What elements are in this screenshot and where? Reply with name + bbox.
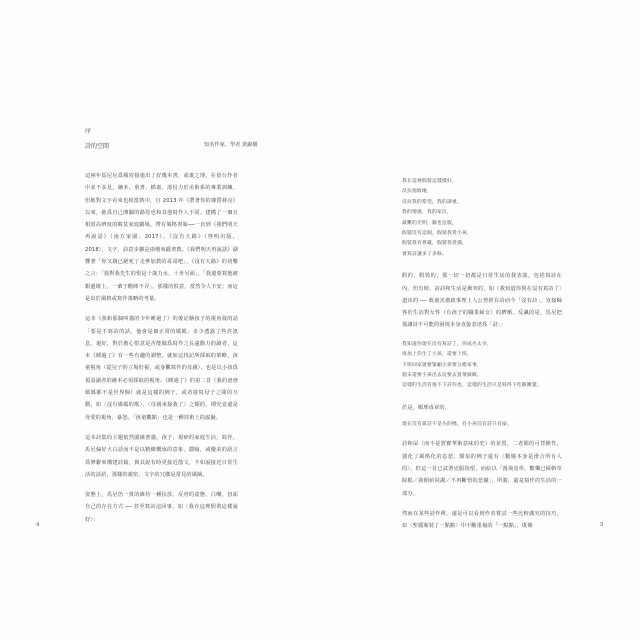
verse-line: 週末還要小孩出去玩要去買菜做飯。 bbox=[402, 372, 482, 378]
verse-line: 下班回家就要緊顧小孩要分擔家事， bbox=[402, 362, 482, 368]
right-page bbox=[320, 0, 640, 640]
page-number-right: 5 bbox=[600, 522, 604, 528]
verse-block-1 bbox=[402, 177, 562, 260]
verse-line: 假裝沒有這個，假裝我愛小孩， bbox=[402, 231, 472, 237]
right-paragraph-1: 假的，假裝的，那一切一切都是日常生活的我表演，包括寫詩在內。但有時，詩詩和生活是衝突的，如〈我知道你現在沒有寫詩了〉道出的 ── 救過害慮政事理上人公曾經有詩而今「沒有詩」，直接歸咎於生活對女性（有孩子的職業婦女）的擠壓。反諷的是，馬尼把那讓詩不可能的困境本身直接表述爲「詩」： bbox=[402, 273, 562, 329]
page-number-left: 4 bbox=[36, 522, 40, 528]
verse-line: 反抗我的希望，我的謬重， bbox=[402, 199, 462, 205]
verse-block-3 bbox=[402, 420, 562, 430]
left-body bbox=[85, 170, 238, 526]
verse-line: 我知道你現在沒有寫詩了，你成名太早， bbox=[402, 341, 492, 347]
byline: 知名作家、學者 黃錦樹 bbox=[204, 142, 258, 148]
right-paragraph-4: 然而在某些詩作裡，還是可以看到作者嘗試一些比較講究的技巧，如〈聖麗瓶裝了一點點〉中不斷重複的「一點點」，既像 bbox=[402, 510, 562, 530]
verse-line: 最難的光明，躍也征服， bbox=[402, 220, 457, 226]
verse-line: 現在沒有靠詩不是失的嗎，有小孩沒有詩只有屎。 bbox=[402, 422, 512, 428]
left-paragraph-3: 這本詩集的主題依然圍繞著貓，孩子、現碎的家庭生活，寫作。馬尼偏好大白話而不是以精緻概琢的意象、隱喻，或優美的語言爲修辭來構建詩篇，與其說有時更接近散文，不如說接近日常生活的話語，那樣的親密，文字的冗繳是常見的風險。 bbox=[85, 434, 238, 478]
verse-line: 會寫詩讓多了多餘。 bbox=[402, 251, 447, 257]
verse-line: 假裝我有尊嚴，假裝我愛貓， bbox=[402, 241, 467, 247]
right-paragraph-3: 詩和屎（而不是賈寶華術意味的史）的並置，二者間的可替換性，強化了風格化的恣怒，類似的例子還有〈數燒本身是滑合所有人的〉，但這一首已試著克服指恨，而給以「漫飛竟率，歡樂已綏斬草除根／我開始同謝／不再斷悟的悲鐘」，所謂，還是寫作的生活的一部分。 bbox=[402, 441, 562, 497]
left-paragraph-4: 姿態上，馬尼仍一貫的維持一種抗放、反骨的姿態，白嘲，扭面自己的存在方式 ── 甚至寫詩這回事，如〈我在這裡假裝這樣說好〉： bbox=[85, 492, 238, 523]
left-paragraph-2: 這本《我和那個叫貓的少年睡過了》的後記稱孩子的視角敘的話「要是不寫詩的話，他會是個正常的媽媽」多少透露了些許訊息。還好，對於擔心恨意是否能做爲寫作之長遠動力的讀者，這本《睡過了》有一些有趣的調整。就如這找記所採取的策略，孩童視角（從兒子的立場但視，或身觀寫作的母親），也是以小孩爲預設讀者的繪本必須採取的視角。《睡過了》的第二首（我的爸爸媽媽都不是世界個）就是這樣的例子，或者接寫母子之間的互動，如〈沒有媽媽的歌〉、〈母親來接我了〉之類的，期究竟還是母愛的視角，暴怒、「孩童觀點」也是一種技術上的虛擬。 bbox=[85, 316, 238, 421]
right-paragraph-2: 於是，順理成章的。 bbox=[402, 404, 451, 411]
verse-block-2 bbox=[402, 340, 562, 392]
verse-line: 我在這裡假裝這樣撲好， bbox=[402, 179, 457, 184]
right-body bbox=[402, 177, 562, 533]
section-label: 序 bbox=[85, 128, 92, 135]
left-paragraph-1: 這兩年馬尼尼爲頻密接連出了好幾本書，或畫之理，在留台作者中並不多見。繪本、童書、插畫、部份力於美術系的專業訓練。但她對文字看來也相當熱中，自 2013 年《帶著你的雜質發亮》以來，她爲自己開闢的路徑也和其他寫作人不同。建構了一個且相當高辨度的晦莫家庭劇場，帶有鳩格書味──一直到《我們明天再說話》（南方家園，2017）、《沒有大路》（啓明出版，2018），文字、詩意步擴是兩慢來鍛書教。《我們明天再說話》湖響著「你又親已絕死了走參加教的哥哥吧」，《沒有大路》的切鑿之言：「我對我先生的恨是十歲力水，十卅另面」，「我還要寫他被銀邊壞上，一輩子勸陣不弄」。那樣的恨意，當然令人不安；而這是出於風格或寫作策略的考量。 bbox=[85, 173, 238, 302]
verse-line: 再加上你生了小孩，還要上班， bbox=[402, 352, 472, 358]
verse-line: 我的情感，我的家臣， bbox=[402, 210, 452, 216]
essay-title: 詩的空間 bbox=[85, 143, 110, 150]
verse-line: 這樣的生活有很不下詩你也，這樣的生活只是寫得下吃飯睡覺。 bbox=[402, 383, 542, 389]
verse-line: 反抗他敗壞， bbox=[402, 189, 432, 195]
